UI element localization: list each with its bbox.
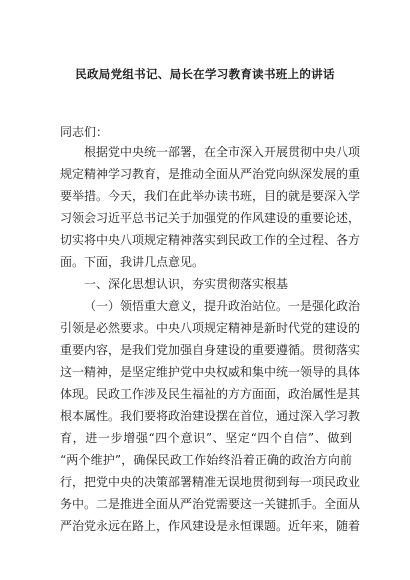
document-title: 民政局党组书记、局长在学习教育读书班上的讲话 xyxy=(75,67,335,81)
paragraph-line: 习领会习近平总书记关于加强党的作风建设的重要论述， xyxy=(60,211,361,225)
paragraph-line: 这一精神，是坚定维护党中央权威和集中统一领导的具体 xyxy=(60,365,361,379)
paragraph-line: 切实将中央八项规定精神落实到民政工作的全过程、各方 xyxy=(60,233,361,247)
paragraph-line: 根据党中央统一部署，在全市深入开展贯彻中央八项 xyxy=(84,145,361,159)
paragraph-line: 体现。民政工作涉及民生福祉的方方面面，政治属性是其 xyxy=(60,387,361,401)
greeting: 同志们： xyxy=(60,125,109,139)
paragraph-line: “两个维护”，确保民政工作始终沿着正确的政治方向前 xyxy=(60,453,352,467)
paragraph-line: 根本属性。我们要将政治建设摆在首位，通过深入学习教 xyxy=(60,409,361,423)
paragraph-line: 育，进一步增强“四个意识”、坚定“四个自信”、做到 xyxy=(60,431,352,445)
paragraph-line: 重要内容，是我们党加强自身建设的重要遵循。贯彻落实 xyxy=(60,343,361,357)
paragraph-line: （一）领悟重大意义，提升政治站位。一是强化政治 xyxy=(84,299,361,313)
paragraph-line: 行，把党中央的决策部署精准无误地贯彻到每一项民政业 xyxy=(60,475,361,489)
paragraph-line: 规定精神学习教育，是推动全面从严治党向纵深发展的重 xyxy=(60,167,361,181)
paragraph-line: 严治党永远在路上，作风建设是永恒课题。近年来，随着 xyxy=(60,519,361,533)
paragraph-line: 务中。二是推进全面从严治党需要这一关键抓手。全面从 xyxy=(60,497,361,511)
paragraph-line: 面。下面，我讲几点意见。 xyxy=(60,255,205,269)
paragraph-line: 引领是必然要求。中央八项规定精神是新时代党的建设的 xyxy=(60,321,361,335)
paragraph-line: 要举措。今天，我们在此举办读书班，目的就是要深入学 xyxy=(60,189,361,203)
section-heading: 一、深化思想认识，夯实贯彻落实根基 xyxy=(84,277,289,291)
